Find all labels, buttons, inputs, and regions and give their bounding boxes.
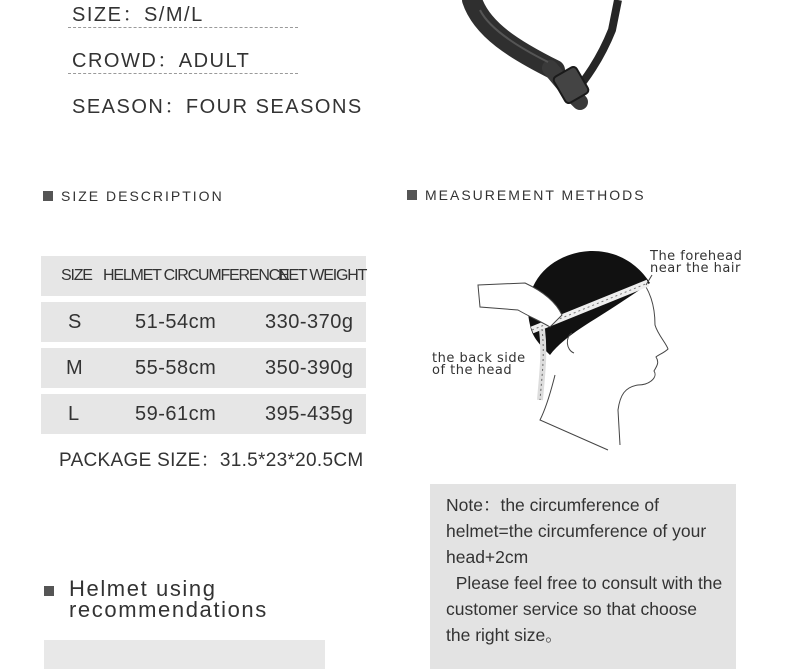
table-header-row [41, 256, 366, 296]
section-bullet [44, 586, 54, 596]
recommendations-title [69, 578, 268, 620]
cell-weight: 330-370g [265, 311, 354, 333]
note-box [430, 484, 736, 669]
header-size: SIZE [61, 267, 92, 284]
label-forehead [650, 251, 742, 275]
cell-circumference: 51-54cm [135, 311, 217, 333]
recommendations-box [44, 640, 325, 669]
spec-crowd: CROWD：ADULT [72, 50, 251, 72]
cell-weight: 395-435g [265, 403, 354, 425]
cell-size: M [66, 357, 84, 379]
label-back-line1: the back side [432, 351, 526, 366]
spec-season: SEASON：FOUR SEASONS [72, 96, 363, 118]
note-text [446, 492, 736, 648]
header-weight: NET WEIGHT [278, 267, 367, 284]
label-back-of-head [432, 353, 526, 377]
size-description-title: SIZE DESCRIPTION [61, 188, 224, 204]
note-line: head+2cm [446, 547, 529, 567]
divider [68, 73, 298, 74]
note-line: Please feel free to consult with the [446, 573, 723, 593]
cell-circumference: 55-58cm [135, 357, 217, 379]
label-back-line2: of the head [432, 363, 513, 378]
recommendations-title-line2: recommendations [69, 597, 268, 622]
cell-size: L [68, 403, 80, 425]
table-row [41, 302, 366, 342]
divider [68, 27, 298, 28]
section-bullet [407, 190, 417, 200]
table-row [41, 348, 366, 388]
recommendations-title-line1: Helmet using [69, 576, 217, 601]
header-circumference: HELMET CIRCUMFERENCE [103, 267, 289, 284]
cell-weight: 350-390g [265, 357, 354, 379]
package-size: PACKAGE SIZE：31.5*23*20.5CM [59, 450, 364, 471]
note-line: customer service so that choose [446, 599, 697, 619]
section-bullet [43, 191, 53, 201]
spec-size: SIZE：S/M/L [72, 4, 204, 26]
measurement-methods-title: MEASUREMENT METHODS [425, 187, 646, 203]
note-line: the right size。 [446, 625, 563, 645]
note-line: helmet=the circumference of your [446, 521, 707, 541]
label-forehead-line2: near the hair [650, 261, 741, 276]
cell-size: S [68, 311, 82, 333]
label-forehead-line1: The forehead [650, 249, 743, 264]
note-line: Note：the circumference of [446, 495, 660, 515]
cell-circumference: 59-61cm [135, 403, 217, 425]
helmet-strap-image [460, 0, 660, 110]
table-row [41, 394, 366, 434]
